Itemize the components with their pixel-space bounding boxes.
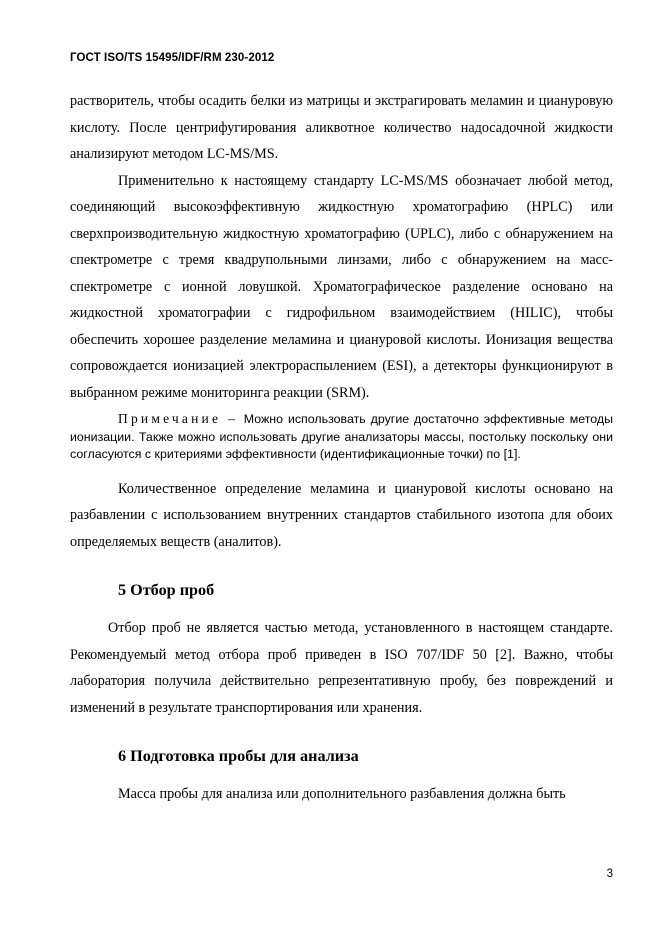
note-text: Можно использовать другие достаточно эффективные методы ионизации. Также можно использовать другие анализаторы массы, постольку поскольку они согласуются с критериями эффективности (идентификационные точки) по [1]. xyxy=(70,412,613,461)
note-dash: – xyxy=(228,411,235,426)
paragraph-quantification: Количественное определение меламина и циануровой кислоты основано на разбавлении с использованием внутренних стандартов стабильного изотопа для обоих определяемых веществ (аналитов). xyxy=(70,480,613,550)
note-block xyxy=(70,410,613,464)
page-number: 3 xyxy=(606,868,613,880)
paragraph-continuation: растворитель, чтобы осадить белки из матрицы и экстрагировать меламин и циануровую кислоту. После центрифугирования аликвотное количество надосадочной жидкости анализируют методом LC-MS/MS. xyxy=(70,93,613,162)
paragraph-lcms-definition: Применительно к настоящему стандарту LC-MS/MS обозначает любой метод, соединяющий высокоэффективную жидкостную хроматографию (HPLC) или сверхпроизводительную жидкостную хроматографию (UPLC), либо с обнаружением на спектрометре с тремя квадрупольными линзами, либо с обнаружением на масс-спектрометре с ионной ловушкой. Хроматографическое разделение основано на жидкостной хроматографии с гидрофильном взаимодействием (HILIC), чтобы обеспечить хорошее разделение меламина и циануровой кислоты. Ионизация вещества сопровождается ионизацией электрораспылением (ESI), а детекторы функционируют в выбранном режиме мониторинга реакции (SRM). xyxy=(70,172,613,401)
section-5-heading: 5 Отбор проб xyxy=(118,581,215,599)
section-6-heading: 6 Подготовка пробы для анализа xyxy=(118,747,359,765)
section-5-text: Отбор проб не является частью метода, установленного в настоящем стандарте. Рекомендуемый метод отбора проб приведен в ISO 707/IDF 50 [2]. Важно, чтобы лаборатория получила действительно репрезентативную пробу, без повреждений и изменений в результате транспортирования или хранения. xyxy=(70,620,613,716)
note-label: Примечание xyxy=(118,411,222,426)
section-6-text: Масса пробы для анализа или дополнительного разбавления должна быть xyxy=(118,786,566,802)
document-header: ГОСТ ISO/TS 15495/IDF/RM 230-2012 xyxy=(70,52,275,64)
page-content xyxy=(70,88,613,808)
